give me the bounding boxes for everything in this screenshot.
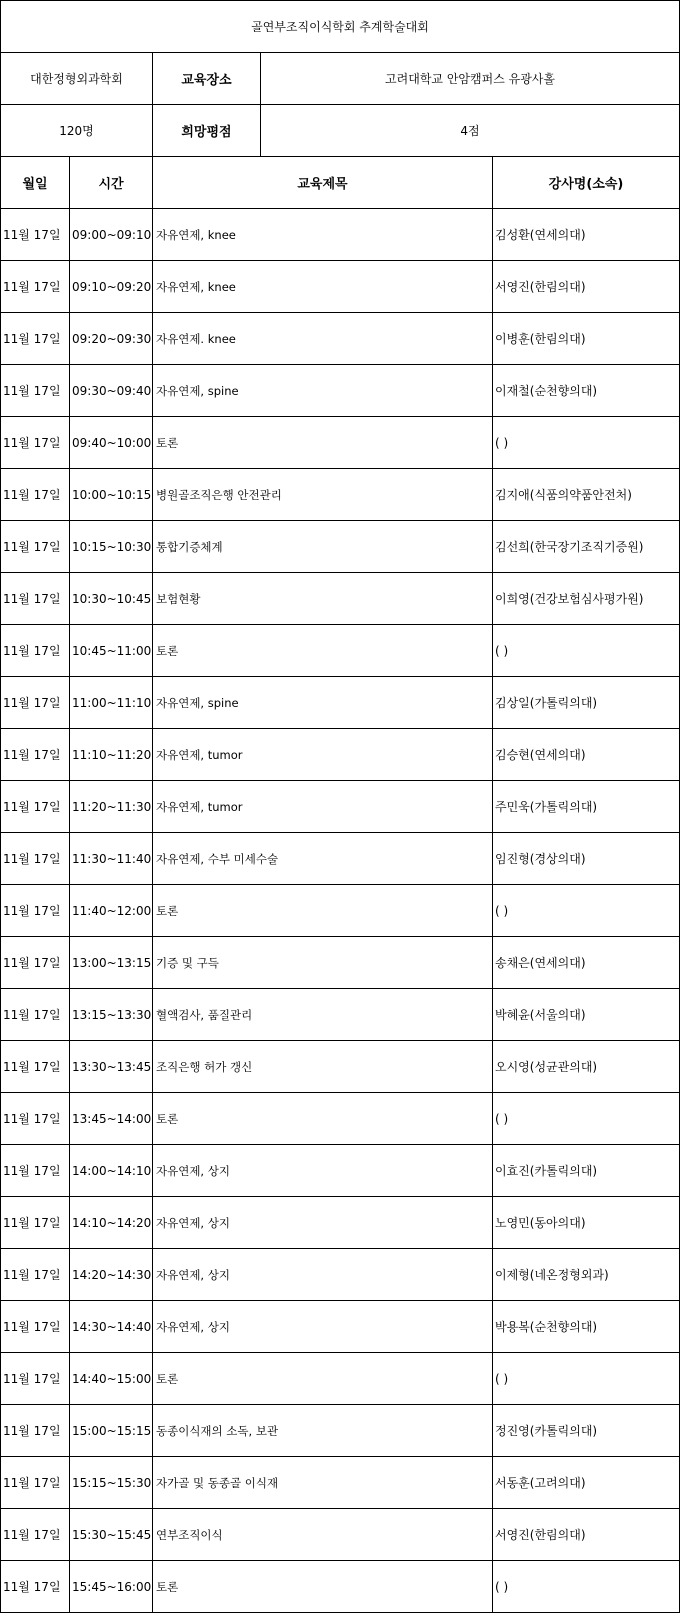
row-lecturer: 김성환(연세의대) (493, 209, 680, 261)
row-date: 11월 17일 (1, 1561, 70, 1613)
row-subject: 자유연제, spine (153, 677, 493, 729)
row-time: 14:10~14:20 (70, 1197, 153, 1249)
row-time: 09:10~09:20 (70, 261, 153, 313)
row-lecturer: 이희영(건강보험심사평가원) (493, 573, 680, 625)
row-subject: 자유연제, knee (153, 209, 493, 261)
row-lecturer: 박혜윤(서울의대) (493, 989, 680, 1041)
row-date: 11월 17일 (1, 1041, 70, 1093)
row-lecturer: 서영진(한림의대) (493, 1509, 680, 1561)
row-subject: 혈액검사, 품질관리 (153, 989, 493, 1041)
row-lecturer: 이재철(순천향의대) (493, 365, 680, 417)
row-time: 09:00~09:10 (70, 209, 153, 261)
row-date: 11월 17일 (1, 781, 70, 833)
row-date: 11월 17일 (1, 1301, 70, 1353)
row-lecturer: 임진형(경상의대) (493, 833, 680, 885)
table-row (1, 1145, 680, 1197)
row-lecturer: 이제형(네온정형외과) (493, 1249, 680, 1301)
event-title: 골연부조직이식학회 추계학술대회 (1, 1, 680, 53)
row-subject: 자유연제, 상지 (153, 1145, 493, 1197)
table-row (1, 1197, 680, 1249)
row-date: 11월 17일 (1, 989, 70, 1041)
row-time: 10:30~10:45 (70, 573, 153, 625)
row-time: 10:00~10:15 (70, 469, 153, 521)
venue-row (1, 53, 680, 105)
row-lecturer: 주민욱(가톨릭의대) (493, 781, 680, 833)
row-date: 11월 17일 (1, 1197, 70, 1249)
row-time: 09:20~09:30 (70, 313, 153, 365)
row-time: 09:30~09:40 (70, 365, 153, 417)
row-date: 11월 17일 (1, 1093, 70, 1145)
table-row (1, 1041, 680, 1093)
row-date: 11월 17일 (1, 1509, 70, 1561)
capacity-cell: 120명 (1, 105, 153, 157)
row-date: 11월 17일 (1, 885, 70, 937)
header-lecturer: 강사명(소속) (493, 157, 680, 209)
table-row (1, 209, 680, 261)
table-row (1, 365, 680, 417)
row-subject: 자유연제, tumor (153, 729, 493, 781)
row-subject: 동종이식재의 소독, 보관 (153, 1405, 493, 1457)
table-row (1, 417, 680, 469)
row-lecturer: ( ) (493, 1353, 680, 1405)
row-subject: 자유연제, 수부 미세수술 (153, 833, 493, 885)
row-lecturer: 서영진(한림의대) (493, 261, 680, 313)
row-time: 13:00~13:15 (70, 937, 153, 989)
row-lecturer: ( ) (493, 885, 680, 937)
row-date: 11월 17일 (1, 677, 70, 729)
row-subject: 자유연제, 상지 (153, 1249, 493, 1301)
title-row (1, 1, 680, 53)
row-date: 11월 17일 (1, 261, 70, 313)
row-time: 14:40~15:00 (70, 1353, 153, 1405)
row-lecturer: 김선희(한국장기조직기증원) (493, 521, 680, 573)
row-time: 10:15~10:30 (70, 521, 153, 573)
row-date: 11월 17일 (1, 209, 70, 261)
table-row (1, 885, 680, 937)
row-date: 11월 17일 (1, 625, 70, 677)
table-row (1, 469, 680, 521)
row-time: 11:00~11:10 (70, 677, 153, 729)
row-subject: 토론 (153, 1561, 493, 1613)
table-row (1, 1249, 680, 1301)
row-lecturer: 김승현(연세의대) (493, 729, 680, 781)
row-subject: 자가골 및 동종골 이식재 (153, 1457, 493, 1509)
row-time: 14:30~14:40 (70, 1301, 153, 1353)
table-row (1, 313, 680, 365)
row-subject: 자유연제, tumor (153, 781, 493, 833)
table-row (1, 521, 680, 573)
row-time: 13:15~13:30 (70, 989, 153, 1041)
table-row (1, 1301, 680, 1353)
row-lecturer: ( ) (493, 1093, 680, 1145)
row-time: 15:30~15:45 (70, 1509, 153, 1561)
row-date: 11월 17일 (1, 1249, 70, 1301)
row-date: 11월 17일 (1, 729, 70, 781)
row-subject: 자유연제, spine (153, 365, 493, 417)
row-date: 11월 17일 (1, 365, 70, 417)
header-subject: 교육제목 (153, 157, 493, 209)
row-subject: 토론 (153, 1353, 493, 1405)
row-lecturer: 김지애(식품의약품안전처) (493, 469, 680, 521)
row-date: 11월 17일 (1, 469, 70, 521)
row-subject: 조직은행 허가 갱신 (153, 1041, 493, 1093)
venue-value: 고려대학교 안암캠퍼스 유광사홀 (261, 53, 680, 105)
row-date: 11월 17일 (1, 1405, 70, 1457)
row-subject: 보험현황 (153, 573, 493, 625)
row-lecturer: 정진영(카톨릭의대) (493, 1405, 680, 1457)
table-row (1, 625, 680, 677)
row-time: 13:45~14:00 (70, 1093, 153, 1145)
table-row (1, 1509, 680, 1561)
row-subject: 토론 (153, 625, 493, 677)
row-time: 15:45~16:00 (70, 1561, 153, 1613)
row-subject: 자유연제, knee (153, 261, 493, 313)
row-time: 11:20~11:30 (70, 781, 153, 833)
table-row (1, 781, 680, 833)
schedule-table-body (1, 1, 680, 1613)
row-lecturer: 이효진(카톨릭의대) (493, 1145, 680, 1197)
row-time: 09:40~10:00 (70, 417, 153, 469)
row-lecturer: 오시영(성균관의대) (493, 1041, 680, 1093)
row-date: 11월 17일 (1, 417, 70, 469)
table-row (1, 1457, 680, 1509)
table-row (1, 261, 680, 313)
row-subject: 자유연제, 상지 (153, 1197, 493, 1249)
row-time: 11:30~11:40 (70, 833, 153, 885)
row-time: 13:30~13:45 (70, 1041, 153, 1093)
table-row (1, 1561, 680, 1613)
row-lecturer: 김상일(가톨릭의대) (493, 677, 680, 729)
row-date: 11월 17일 (1, 313, 70, 365)
table-row (1, 937, 680, 989)
venue-label: 교육장소 (153, 53, 261, 105)
row-subject: 기증 및 구득 (153, 937, 493, 989)
row-subject: 토론 (153, 1093, 493, 1145)
row-subject: 자유연제. knee (153, 313, 493, 365)
row-time: 11:40~12:00 (70, 885, 153, 937)
row-subject: 연부조직이식 (153, 1509, 493, 1561)
row-date: 11월 17일 (1, 833, 70, 885)
table-row (1, 833, 680, 885)
table-row (1, 1093, 680, 1145)
header-date: 월일 (1, 157, 70, 209)
row-date: 11월 17일 (1, 1145, 70, 1197)
row-subject: 병원골조직은행 안전관리 (153, 469, 493, 521)
row-subject: 자유연제, 상지 (153, 1301, 493, 1353)
row-lecturer: ( ) (493, 625, 680, 677)
row-time: 15:15~15:30 (70, 1457, 153, 1509)
table-row (1, 729, 680, 781)
row-lecturer: 서동훈(고려의대) (493, 1457, 680, 1509)
row-time: 11:10~11:20 (70, 729, 153, 781)
row-date: 11월 17일 (1, 573, 70, 625)
row-subject: 토론 (153, 417, 493, 469)
credit-label: 희망평점 (153, 105, 261, 157)
row-subject: 통합기증체계 (153, 521, 493, 573)
table-row (1, 1405, 680, 1457)
row-time: 14:20~14:30 (70, 1249, 153, 1301)
header-time: 시간 (70, 157, 153, 209)
credit-value: 4점 (261, 105, 680, 157)
table-row (1, 677, 680, 729)
organizer-cell: 대한정형외과학회 (1, 53, 153, 105)
row-lecturer: ( ) (493, 417, 680, 469)
row-lecturer: 노영민(동아의대) (493, 1197, 680, 1249)
header-row (1, 157, 680, 209)
row-time: 14:00~14:10 (70, 1145, 153, 1197)
row-date: 11월 17일 (1, 1457, 70, 1509)
credit-row (1, 105, 680, 157)
row-date: 11월 17일 (1, 1353, 70, 1405)
row-lecturer: ( ) (493, 1561, 680, 1613)
row-date: 11월 17일 (1, 521, 70, 573)
row-time: 10:45~11:00 (70, 625, 153, 677)
row-lecturer: 이병훈(한림의대) (493, 313, 680, 365)
row-lecturer: 박용복(순천향의대) (493, 1301, 680, 1353)
table-row (1, 989, 680, 1041)
row-subject: 토론 (153, 885, 493, 937)
row-lecturer: 송채은(연세의대) (493, 937, 680, 989)
table-row (1, 1353, 680, 1405)
row-date: 11월 17일 (1, 937, 70, 989)
table-row (1, 573, 680, 625)
row-time: 15:00~15:15 (70, 1405, 153, 1457)
